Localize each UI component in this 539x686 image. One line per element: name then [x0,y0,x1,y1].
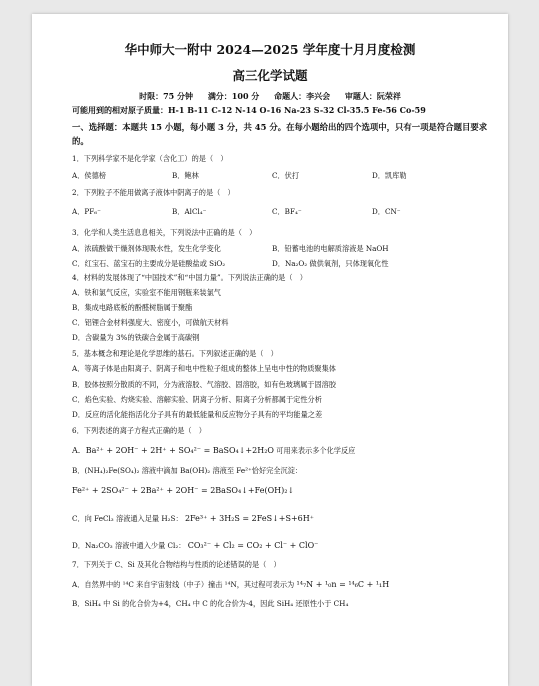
q3-option-b: B．铅蓄电池的电解质溶液是 NaOH [272,244,389,253]
q7-option-a [72,580,389,590]
exam-subtitle: 高三化学试题 [232,68,308,83]
q3-option-d: D．Na₂O₂ 做供氧剂，只体现氧化性 [272,259,389,268]
q4-option-d: D．含碳量为 3%的铁碳合金属于高碳钢 [72,333,200,342]
question-6-stem: 6．下列表述的离子方程式正确的是（ ） [72,426,206,435]
time-limit: 时限：75 分钟 [139,91,194,101]
q1-option-c: C．伏打 [272,171,300,180]
q7-a-equation: ¹⁴₇N + ¹₀n = ¹⁴₆C + ¹₁H [296,580,390,589]
q6-c-text: C．向 FeCl₃ 溶液通入足量 H₂S： [72,514,183,523]
section-heading: 一、选择题：本题共 15 小题，每小题 3 分，共 45 分。在每小题给出的四个选项中，只有一项是符合题目要求的。 [72,122,488,146]
q5-option-a: A．等离子体是由阳离子、阴离子和电中性粒子组成的整体上呈电中性的物质聚集体 [72,364,336,373]
question-5-stem: 5．基本概念和理论是化学思维的基石。下列叙述正确的是（ ） [72,349,278,358]
q7-option-b: B．SiH₄ 中 Si 的化合价为+4，CH₄ 中 C 的化合价为-4，因此 SiH₄ 还原性小于 CH₄ [72,599,349,608]
q6-d-text: D．Na₂CO₃ 溶液中通入少量 Cl₂： [72,541,186,550]
question-3-options-cd [72,259,492,269]
q3-option-a: A．浓硫酸做干燥剂体现吸水性，发生化学变化 [72,244,221,253]
q6-option-d [72,541,318,551]
atomic-masses: 可能用到的相对原子质量：H-1 B-11 C-12 N-14 O-16 Na-23 S-32 Cl-35.5 Fe-56 Co-59 [72,105,426,115]
q7-a-text: A．自然界中的 ¹⁴C 来自宇宙射线（中子）撞击 ¹⁴N，其过程可表示为 [72,580,295,589]
exam-title: 华中师大一附中 2024—2025 学年度十月月度检测 [124,42,416,57]
author: 命题人：李兴会 [274,91,331,101]
q5-option-c: C．焰色实验、灼烧实验、溶解实验、阴离子分析、阳离子分析都属于定性分析 [72,395,322,404]
q6-b-equation: Fe²⁺ + 2SO₄²⁻ + 2Ba²⁺ + 2OH⁻ = 2BaSO₄↓+Fe(OH)₂↓ [72,486,295,495]
question-2-options [72,207,472,217]
q1-option-a: A．侯德榜 [72,171,106,180]
q6-a-equation: A．Ba²⁺ + 2OH⁻ + 2H⁺ + SO₄²⁻ = BaSO₄↓+2H₂O [72,446,274,455]
question-1-stem: 1．下列科学家不是化学家（含化工）的是（ ） [72,154,228,163]
question-2-stem: 2．下列粒子不能用做离子液体中阴离子的是（ ） [72,188,235,197]
exam-page [32,14,508,686]
reviewer: 审题人：阮荣祥 [344,91,401,101]
q2-option-b: B．AlCl₄⁻ [172,207,207,216]
q6-d-equation: CO₃²⁻ + Cl₂ = CO₂ + Cl⁻ + ClO⁻ [187,541,319,550]
question-7-stem: 7．下列关于 C、Si 及其化合物结构与性质的论述错误的是（ ） [72,560,281,569]
q6-option-c [72,514,314,524]
q4-option-a: A．铁和氯气反应，实验室不能用钢瓶来装氯气 [72,288,221,297]
q2-option-a: A．PF₆⁻ [72,207,101,216]
q3-option-c: C．红宝石、蓝宝石的主要成分是硅酸盐或 SiO₂ [72,259,226,268]
q4-option-b: B．集成电路底板的酚醛树脂属于聚酯 [72,303,193,312]
question-3-stem: 3．化学和人类生活息息相关，下列说法中正确的是（ ） [72,228,257,237]
q1-option-b: B．鲍林 [172,171,199,180]
exam-meta [32,91,508,102]
q5-option-b: B．胶体按照分散质的不同，分为液溶胶、气溶胶、固溶胶，如有色玻璃属于固溶胶 [72,380,337,389]
q2-option-c: C．BF₄⁻ [272,207,302,216]
q6-option-a [72,446,355,456]
q5-option-d: D．反应的活化能指活化分子具有的最低能量和反应物分子具有的平均能量之差 [72,410,323,419]
q2-option-d: D．CN⁻ [372,207,401,216]
q6-option-b: B．(NH₄)₂Fe(SO₄)₂ 溶液中滴加 Ba(OH)₂ 溶液至 Fe²⁺恰好完全沉淀： [72,466,303,475]
full-score: 满分：100 分 [207,91,260,101]
question-1-options [72,171,472,181]
q4-option-c: C．铝锂合金材料强度大、密度小，可做航天材料 [72,318,229,327]
question-3-options-ab [72,244,492,254]
q6-c-equation: 2Fe³⁺ + 3H₂S = 2FeS↓+S+6H⁺ [184,514,314,523]
q6-a-note: 可用来表示多个化学反应 [276,446,356,455]
q1-option-d: D．凯库勒 [372,171,407,180]
question-4-stem: 4．材料的发展体现了“中国技术”和“中国力量”。下列说法正确的是（ ） [72,273,307,282]
